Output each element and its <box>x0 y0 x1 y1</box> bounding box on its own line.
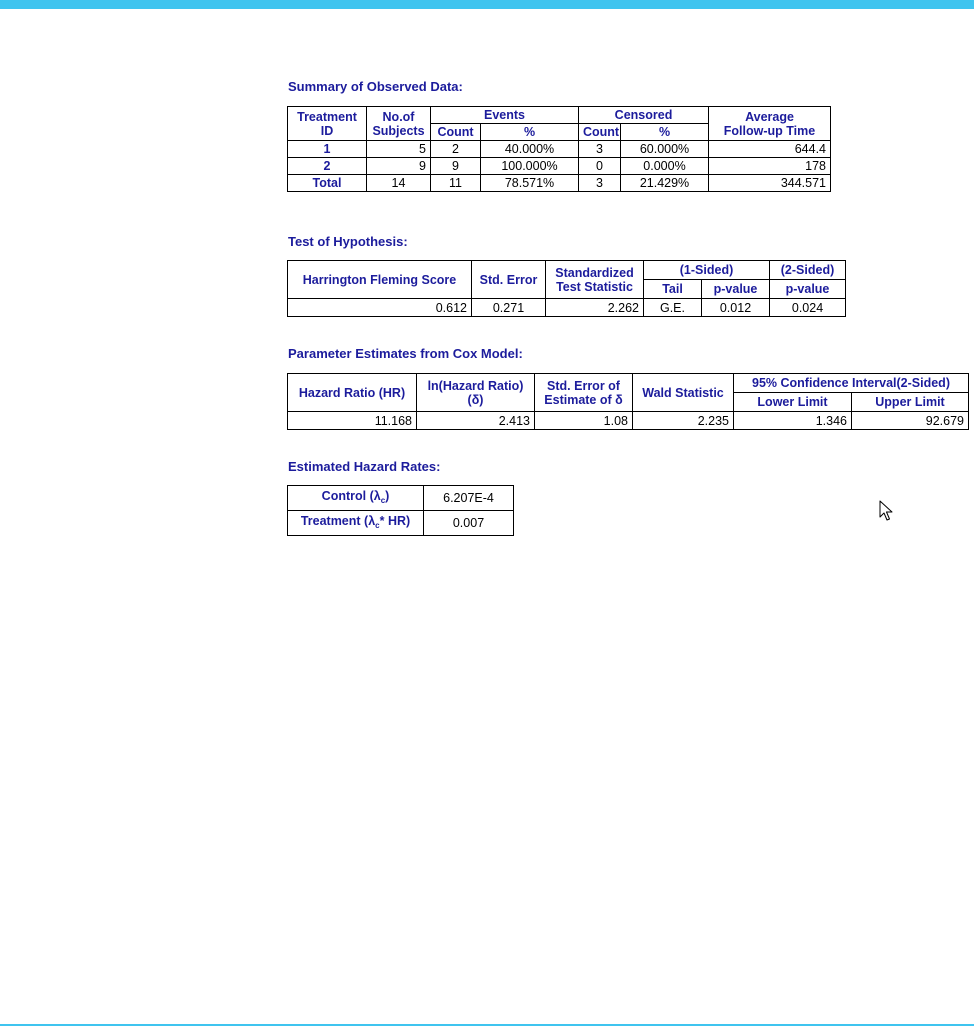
lower-limit-value: 1.346 <box>734 412 852 430</box>
header-censored: Censored <box>579 107 709 124</box>
header-events-pct: % <box>481 124 579 141</box>
header-tail: Tail <box>644 280 702 299</box>
table-row <box>288 511 514 536</box>
row-treatment-id: Total <box>288 175 367 192</box>
summary-table <box>287 106 831 192</box>
row-average-follow-up: 344.571 <box>709 175 831 192</box>
header-treatment-id: Treatment ID <box>288 107 367 141</box>
cox-table <box>287 373 969 430</box>
header-hazard-ratio: Hazard Ratio (HR) <box>288 374 417 412</box>
header-p-value-two: p-value <box>770 280 846 299</box>
header-no-of-subjects: No.of Subjects <box>367 107 431 141</box>
window-top-border <box>0 0 974 9</box>
hazard-rates-title: Estimated Hazard Rates: <box>288 459 441 474</box>
row-censored-pct: 60.000% <box>621 141 709 158</box>
test-statistic-value: 2.262 <box>546 299 644 317</box>
p-value-two-sided: 0.024 <box>770 299 846 317</box>
header-events: Events <box>431 107 579 124</box>
table-row-total <box>288 175 831 192</box>
cox-title: Parameter Estimates from Cox Model: <box>288 346 523 361</box>
table-row <box>288 158 831 175</box>
table-row <box>288 486 514 511</box>
hypothesis-table <box>287 260 846 317</box>
row-censored-pct: 21.429% <box>621 175 709 192</box>
ln-hazard-ratio-value: 2.413 <box>417 412 535 430</box>
header-wald-statistic: Wald Statistic <box>633 374 734 412</box>
row-average-follow-up: 644.4 <box>709 141 831 158</box>
row-events-pct: 100.000% <box>481 158 579 175</box>
row-events-pct: 78.571% <box>481 175 579 192</box>
header-average-follow-up: Average Follow-up Time <box>709 107 831 141</box>
header-censored-count: Count <box>579 124 621 141</box>
control-value: 6.207E-4 <box>424 486 514 511</box>
header-two-sided: (2-Sided) <box>770 261 846 280</box>
std-error-estimate-value: 1.08 <box>535 412 633 430</box>
row-average-follow-up: 178 <box>709 158 831 175</box>
hazard-rates-table <box>287 485 514 536</box>
header-std-error: Std. Error <box>472 261 546 299</box>
mouse-cursor-icon <box>879 500 893 522</box>
table-row <box>288 299 846 317</box>
header-one-sided: (1-Sided) <box>644 261 770 280</box>
header-ln-hazard-ratio: ln(Hazard Ratio) (δ) <box>417 374 535 412</box>
window-bottom-border <box>0 1024 974 1026</box>
header-confidence-interval: 95% Confidence Interval(2-Sided) <box>734 374 969 393</box>
row-treatment-id: 1 <box>288 141 367 158</box>
hazard-ratio-value: 11.168 <box>288 412 417 430</box>
tail-value: G.E. <box>644 299 702 317</box>
std-error-value: 0.271 <box>472 299 546 317</box>
header-std-error-estimate: Std. Error of Estimate of δ <box>535 374 633 412</box>
header-p-value-one: p-value <box>702 280 770 299</box>
p-value-one-sided: 0.012 <box>702 299 770 317</box>
summary-title: Summary of Observed Data: <box>288 79 463 94</box>
upper-limit-value: 92.679 <box>852 412 969 430</box>
row-censored-count: 3 <box>579 141 621 158</box>
wald-statistic-value: 2.235 <box>633 412 734 430</box>
row-subjects: 5 <box>367 141 431 158</box>
header-censored-pct: % <box>621 124 709 141</box>
table-row <box>288 141 831 158</box>
row-censored-count: 3 <box>579 175 621 192</box>
row-events-count: 9 <box>431 158 481 175</box>
treatment-value: 0.007 <box>424 511 514 536</box>
row-treatment-id: 2 <box>288 158 367 175</box>
row-events-count: 11 <box>431 175 481 192</box>
row-censored-pct: 0.000% <box>621 158 709 175</box>
row-subjects: 14 <box>367 175 431 192</box>
hf-score-value: 0.612 <box>288 299 472 317</box>
header-events-count: Count <box>431 124 481 141</box>
row-events-pct: 40.000% <box>481 141 579 158</box>
header-upper-limit: Upper Limit <box>852 393 969 412</box>
hypothesis-title: Test of Hypothesis: <box>288 234 408 249</box>
table-row <box>288 412 969 430</box>
header-hf-score: Harrington Fleming Score <box>288 261 472 299</box>
row-events-count: 2 <box>431 141 481 158</box>
header-lower-limit: Lower Limit <box>734 393 852 412</box>
row-censored-count: 0 <box>579 158 621 175</box>
control-label: Control $(\lambda_c)$ <box>288 486 424 511</box>
row-subjects: 9 <box>367 158 431 175</box>
header-standardized-test-statistic: Standardized Test Statistic <box>546 261 644 299</box>
treatment-label: Treatment ($\lambda_c*$ HR) <box>288 511 424 536</box>
